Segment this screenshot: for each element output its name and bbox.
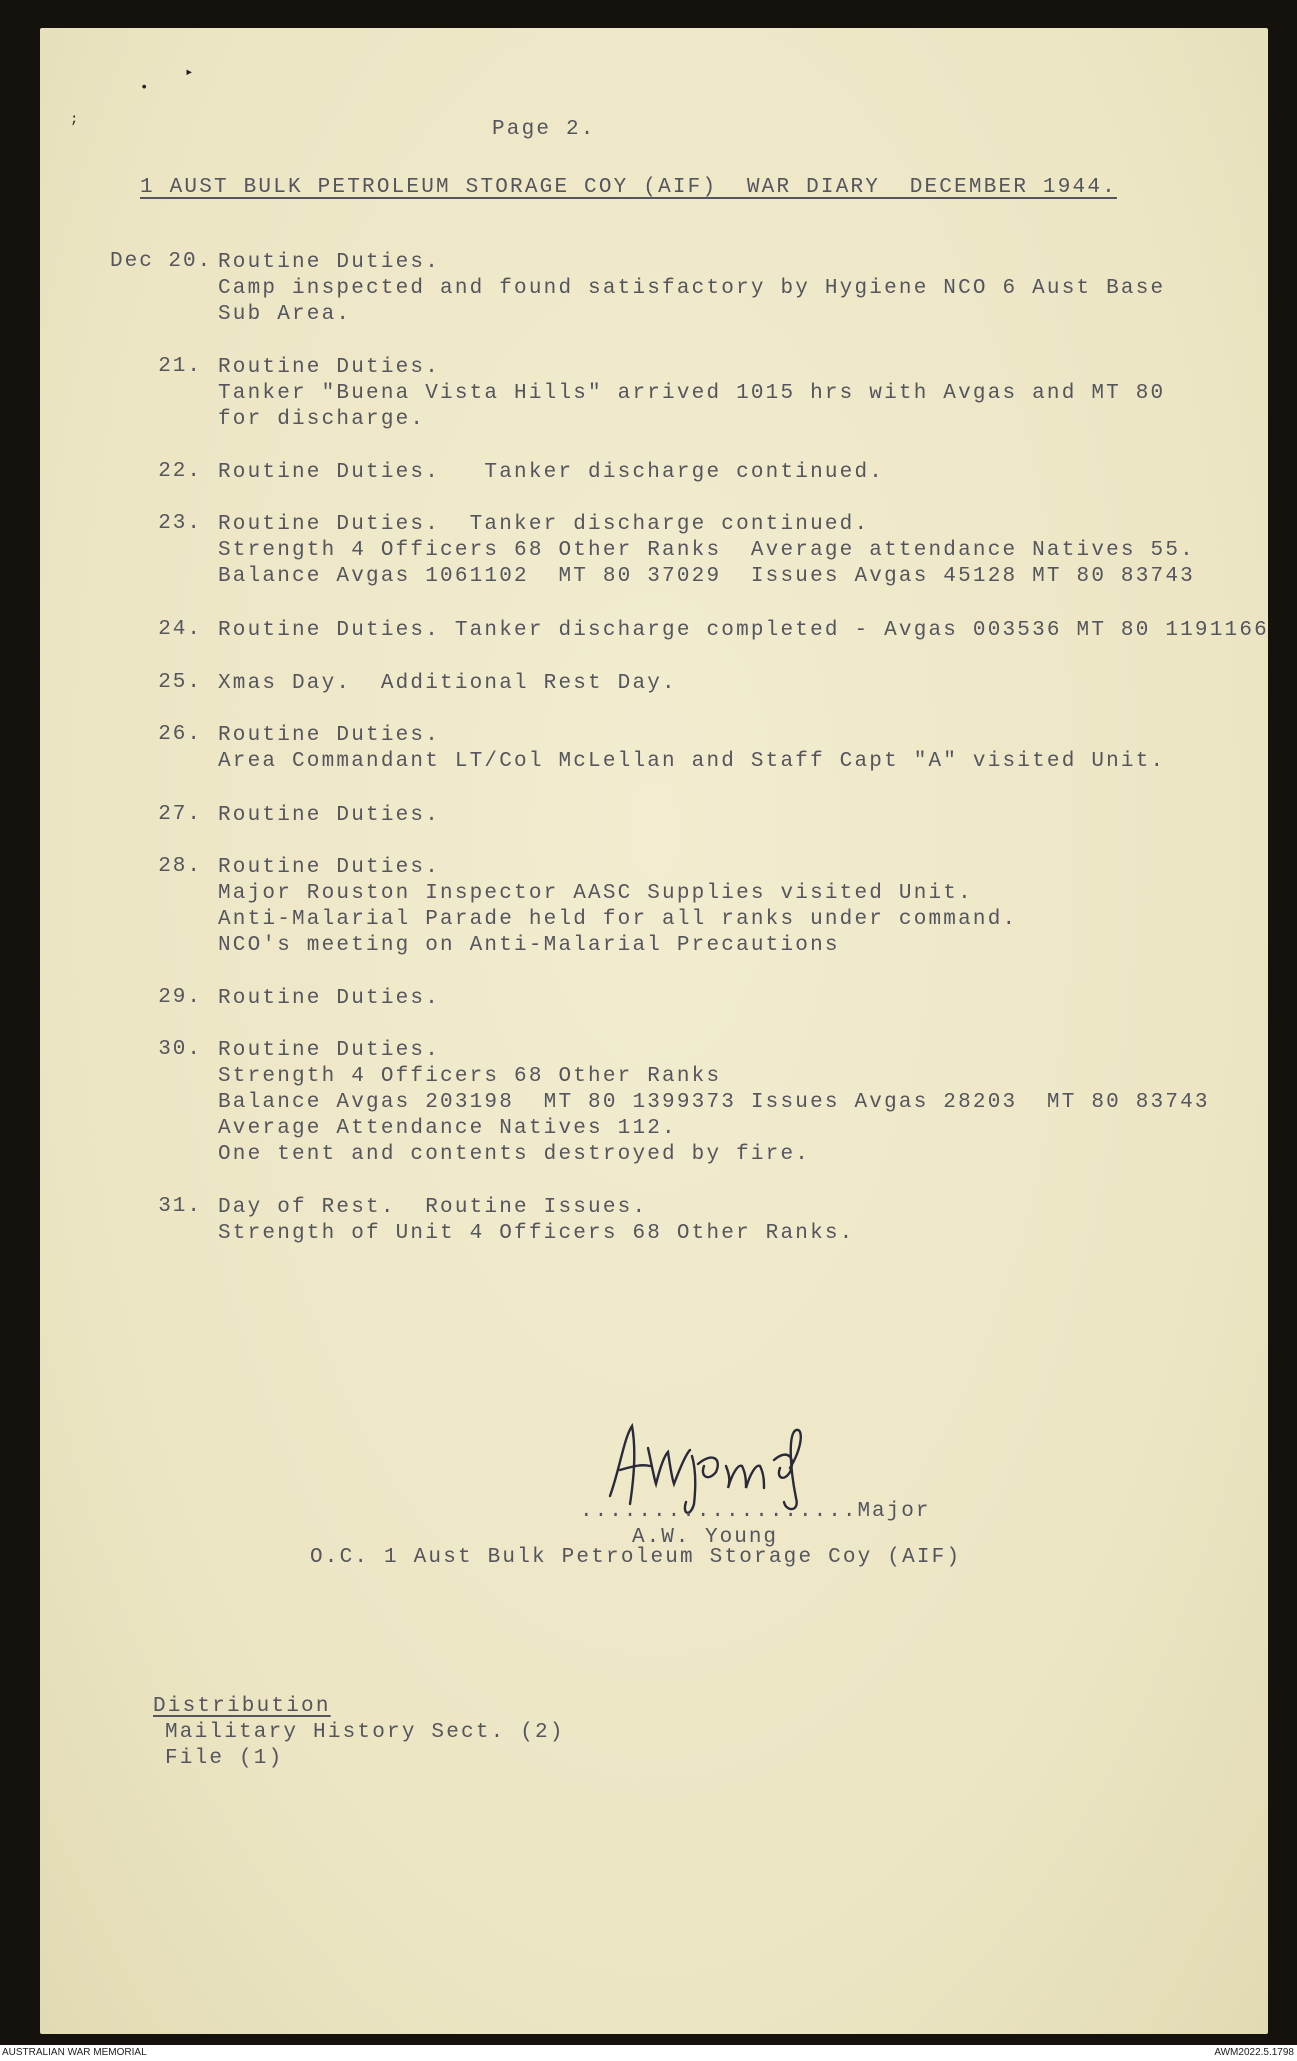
- entry-text: [218, 460, 884, 486]
- entry-line: Xmas Day. Additional Rest Day.: [218, 672, 677, 695]
- entry-text: [218, 671, 677, 697]
- entry-line: Strength of Unit 4 Officers 68 Other Ranks.: [218, 1222, 855, 1245]
- entry-text: [218, 1038, 1210, 1168]
- entry-line: Average Attendance Natives 112.: [218, 1117, 677, 1140]
- entry-text: [218, 986, 440, 1012]
- entry-date: 31.: [158, 1195, 202, 1218]
- entry-date: Dec 20.: [110, 250, 213, 273]
- stray-mark: •: [140, 80, 149, 96]
- entry-line: Day of Rest. Routine Issues.: [218, 1196, 648, 1219]
- entry-line: Balance Avgas 1061102 MT 80 37029 Issues Avgas 45128 MT 80 83743: [218, 565, 1195, 588]
- entry-date: 25.: [158, 671, 202, 694]
- archive-footer: [0, 2045, 1297, 2061]
- entry-date: 21.: [158, 355, 202, 378]
- entry-line: Anti-Malarial Parade held for all ranks under command.: [218, 908, 1018, 931]
- entry-date: 29.: [158, 986, 202, 1009]
- entry-line: Routine Duties. Tanker discharge completed - Avgas 003536 MT 80 1191166: [218, 619, 1269, 642]
- entry-date: 23.: [158, 512, 202, 535]
- entry-line: Routine Duties.: [218, 856, 441, 879]
- page-number: Page 2.: [492, 118, 596, 141]
- page-title: 1 AUST BULK PETROLEUM STORAGE COY (AIF) WAR DIARY DECEMBER 1944.: [140, 176, 1117, 199]
- entry-date: 22.: [158, 460, 202, 483]
- entry-line: Strength 4 Officers 68 Other Ranks: [218, 1065, 722, 1088]
- signatory-name: A.W. Young: [632, 1526, 779, 1549]
- entry-text: [218, 803, 440, 829]
- entry-line: Strength 4 Officers 68 Other Ranks Average attendance Natives 55.: [218, 539, 1195, 562]
- entry-date: 27.: [158, 803, 202, 826]
- entry-line: Camp inspected and found satisfactory by Hygiene NCO 6 Aust Base: [218, 277, 1166, 300]
- stray-mark: ▸: [185, 65, 194, 81]
- entry-text: [218, 1195, 855, 1247]
- entry-text: [218, 618, 1269, 644]
- entry-text: [218, 723, 1165, 775]
- entry-date: 28.: [158, 855, 202, 878]
- document-page: [40, 28, 1268, 2034]
- entry-line: Routine Duties. Tanker discharge continued.: [218, 461, 885, 484]
- distribution-heading: Distribution: [153, 1695, 331, 1718]
- entry-line: Routine Duties.: [218, 724, 441, 747]
- entry-text: [218, 355, 1165, 433]
- entry-line: NCO's meeting on Anti-Malarial Precautions: [218, 934, 840, 957]
- distribution-item: Mailitary History Sect. (2): [165, 1721, 565, 1744]
- entry-line: Major Rouston Inspector AASC Supplies visited Unit.: [218, 882, 973, 905]
- entry-line: Routine Duties.: [218, 251, 441, 274]
- stray-mark: ;: [70, 112, 79, 128]
- archive-name: AUSTRALIAN WAR MEMORIAL: [2, 2047, 147, 2058]
- distribution-item: File (1): [165, 1747, 284, 1770]
- signature-line: ...................Major: [580, 1500, 931, 1523]
- archive-reference: AWM2022.5.1798: [1214, 2047, 1294, 2058]
- entry-line: Routine Duties.: [218, 1039, 441, 1062]
- signature-block: [580, 1408, 1030, 1548]
- entry-line: Sub Area.: [218, 303, 352, 326]
- entry-line: Routine Duties.: [218, 804, 441, 827]
- entry-line: Tanker "Buena Vista Hills" arrived 1015 hrs with Avgas and MT 80: [218, 382, 1166, 405]
- entry-line: for discharge.: [218, 408, 426, 431]
- entry-text: [218, 855, 1017, 959]
- signatory-title: O.C. 1 Aust Bulk Petroleum Storage Coy (AIF): [310, 1546, 962, 1569]
- entry-date: 26.: [158, 723, 202, 746]
- entry-text: [218, 512, 1195, 590]
- entry-line: Routine Duties.: [218, 987, 441, 1010]
- entry-date: 30.: [158, 1038, 202, 1061]
- entry-line: Routine Duties. Tanker discharge continued.: [218, 513, 870, 536]
- entry-text: [218, 250, 1165, 328]
- entry-line: Balance Avgas 203198 MT 80 1399373 Issues Avgas 28203 MT 80 83743: [218, 1091, 1210, 1114]
- entry-line: Routine Duties.: [218, 356, 441, 379]
- entry-line: One tent and contents destroyed by fire.: [218, 1143, 811, 1166]
- entry-date: 24.: [158, 618, 202, 641]
- entry-line: Area Commandant LT/Col McLellan and Staff Capt "A" visited Unit.: [218, 750, 1166, 773]
